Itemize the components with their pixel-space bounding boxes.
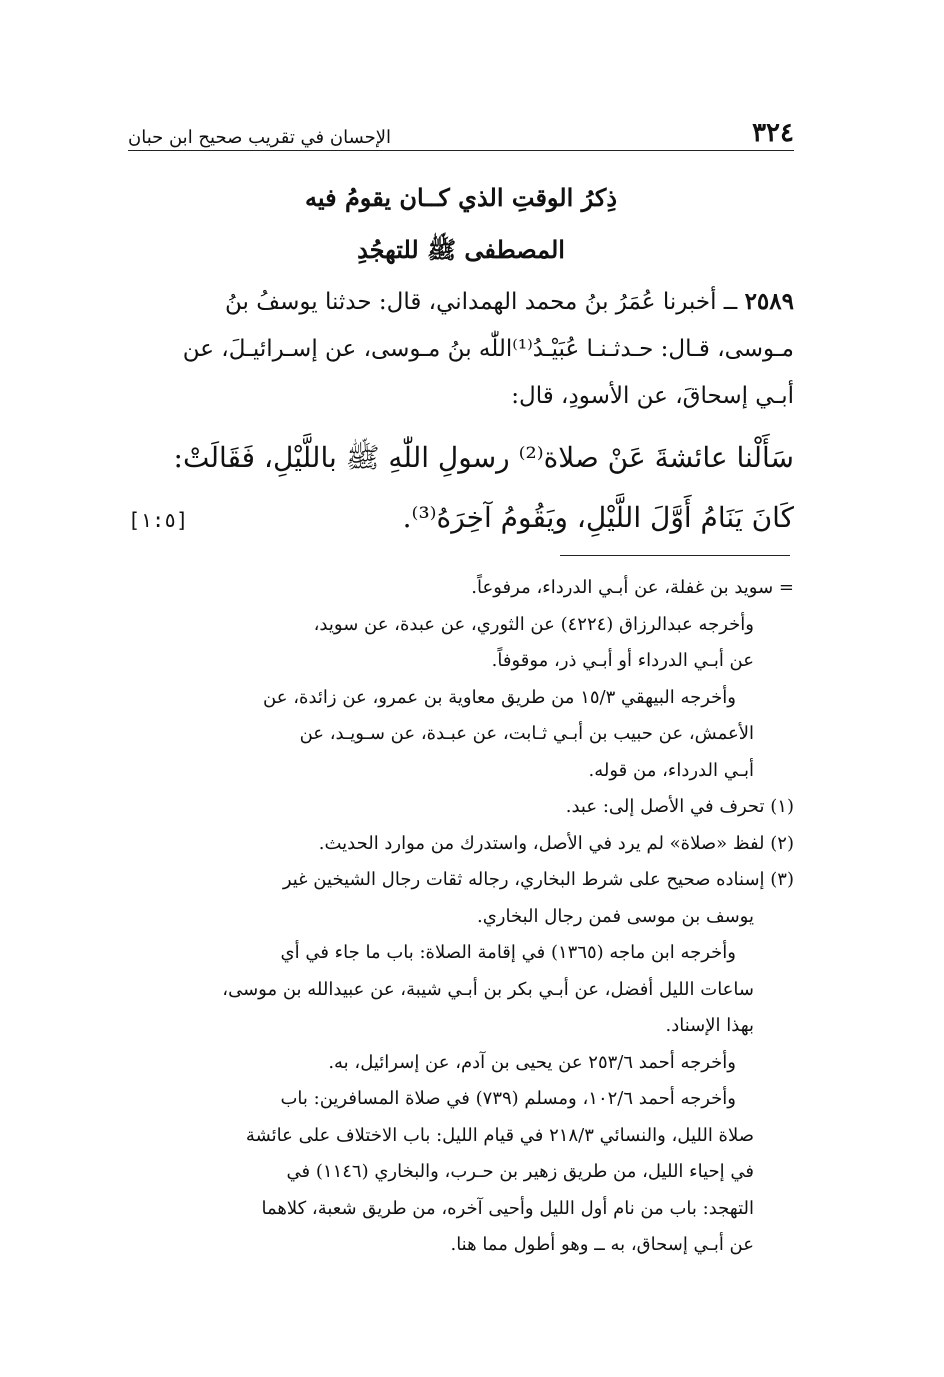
footnote-line: وأخرجه أحمد ١٠٢/٦، ومسلم (٧٣٩) في صلاة المسافرين: باب bbox=[280, 1088, 736, 1109]
matn-line-2: كَانَ يَنَامُ أَوَّلَ اللَّيْلِ، ويَقُومُ آخِرَهُ⁽³⁾. bbox=[402, 501, 794, 534]
page-number: ٣٢٤ bbox=[752, 118, 794, 148]
footnote-line: وأخرجه عبدالرزاق (٤٢٢٤) عن الثوري، عن عبدة، عن سويد، bbox=[313, 613, 754, 635]
footnote-line: وأخرجه البيهقي ١٥/٣ من طريق معاوية بن عمرو، عن زائدة، عن bbox=[263, 686, 736, 708]
footnote-line: في إحياء الليل، من طريق زهير بن حـرب، والبخاري (١١٤٦) في bbox=[286, 1161, 754, 1182]
footnote-line: وأخرجه أحمد ٢٥٣/٦ عن يحيى بن آدم، عن إسرائيل، به. bbox=[328, 1051, 736, 1073]
footnote-line: عن أبـي الدرداء أو أبـي ذر، موقوفاً. bbox=[491, 650, 754, 671]
footnotes bbox=[128, 570, 794, 1264]
source-reference: [١:٥] bbox=[128, 508, 189, 532]
header-divider bbox=[128, 150, 794, 151]
footnote-line: وأخرجه ابن ماجه (١٣٦٥) في إقامة الصلاة: باب ما جاء في أي bbox=[280, 942, 736, 963]
footnote-line: الأعمش، عن حبيب بن أبـي ثـابت، عن عبـدة، عن سـويـد، عن bbox=[299, 723, 754, 744]
footnote-line: بهذا الإسناد. bbox=[665, 1015, 754, 1036]
matn-line-1: سَأَلْنا عائشةَ عَنْ صلاة⁽²⁾ رسولِ اللّٰهِ ﷺ باللَّيْلِ، فَقَالَتْ: bbox=[173, 441, 794, 474]
chapter-title-line-1: ذِكرُ الوقتِ الذي كــان يقومُ فيه bbox=[305, 183, 617, 212]
footnote-line: (١) تحرف في الأصل إلى: عبد. bbox=[565, 796, 794, 817]
footnote-line: ساعات الليل أفضل، عن أبـي بكر بن أبـي شيبة، عن عبيدالله بن موسى، bbox=[222, 978, 754, 1000]
footnote-line: عن أبـي إسحاق، به ــ وهو أطول مما هنا. bbox=[450, 1234, 754, 1255]
footnotes-divider bbox=[560, 555, 790, 556]
footnote-line: يوسف بن موسى فمن رجال البخاري. bbox=[477, 905, 754, 927]
matn-line-2-row bbox=[128, 488, 794, 550]
footnote-line: = سويد بن غفلة، عن أبـي الدرداء، مرفوعاً. bbox=[471, 577, 794, 598]
footnote-line: (٣) إسناده صحيح على شرط البخاري، رجاله ثقات رجال الشيخين غير bbox=[282, 869, 794, 890]
hadith-number: ٢٥٨٩ bbox=[744, 288, 794, 315]
book-title: الإحسان في تقريب صحيح ابن حبان bbox=[128, 127, 392, 148]
isnad-line-1 bbox=[128, 278, 794, 326]
hadith-isnad bbox=[128, 278, 794, 420]
footnote-line: (٢) لفظ «صلاة» لم يرد في الأصل، واستدرك من موارد الحديث. bbox=[318, 832, 794, 854]
hadith-matn bbox=[128, 428, 794, 550]
isnad-text-1: ــ أخبرنا عُمَرُ بنُ محمد الهمداني، قال: حدثنا يوسفُ بنُ bbox=[225, 289, 738, 315]
chapter-title-line-2: المصطفى ﷺ للتهجُدِ bbox=[357, 235, 565, 264]
chapter-title bbox=[128, 172, 794, 276]
running-header bbox=[128, 108, 794, 148]
footnote-line: صلاة الليل، والنسائي ٢١٨/٣ في قيام الليل: باب الاختلاف على عائشة bbox=[245, 1124, 754, 1146]
isnad-line-2: مـوسى، قـال: حـدثـنـا عُبَيْـدُ⁽¹⁾اللّٰه بنُ مـوسى، عن إسـرائيـلَ، عن bbox=[182, 336, 794, 362]
footnote-line: التهجد: باب من نام أول الليل وأحيى آخره، من طريق شعبة، كلاهما bbox=[261, 1197, 754, 1219]
footnote-line: أبـي الدرداء، من قوله. bbox=[588, 759, 754, 781]
isnad-line-3: أبـي إسحاقَ، عن الأسودِ، قال: bbox=[511, 383, 794, 409]
